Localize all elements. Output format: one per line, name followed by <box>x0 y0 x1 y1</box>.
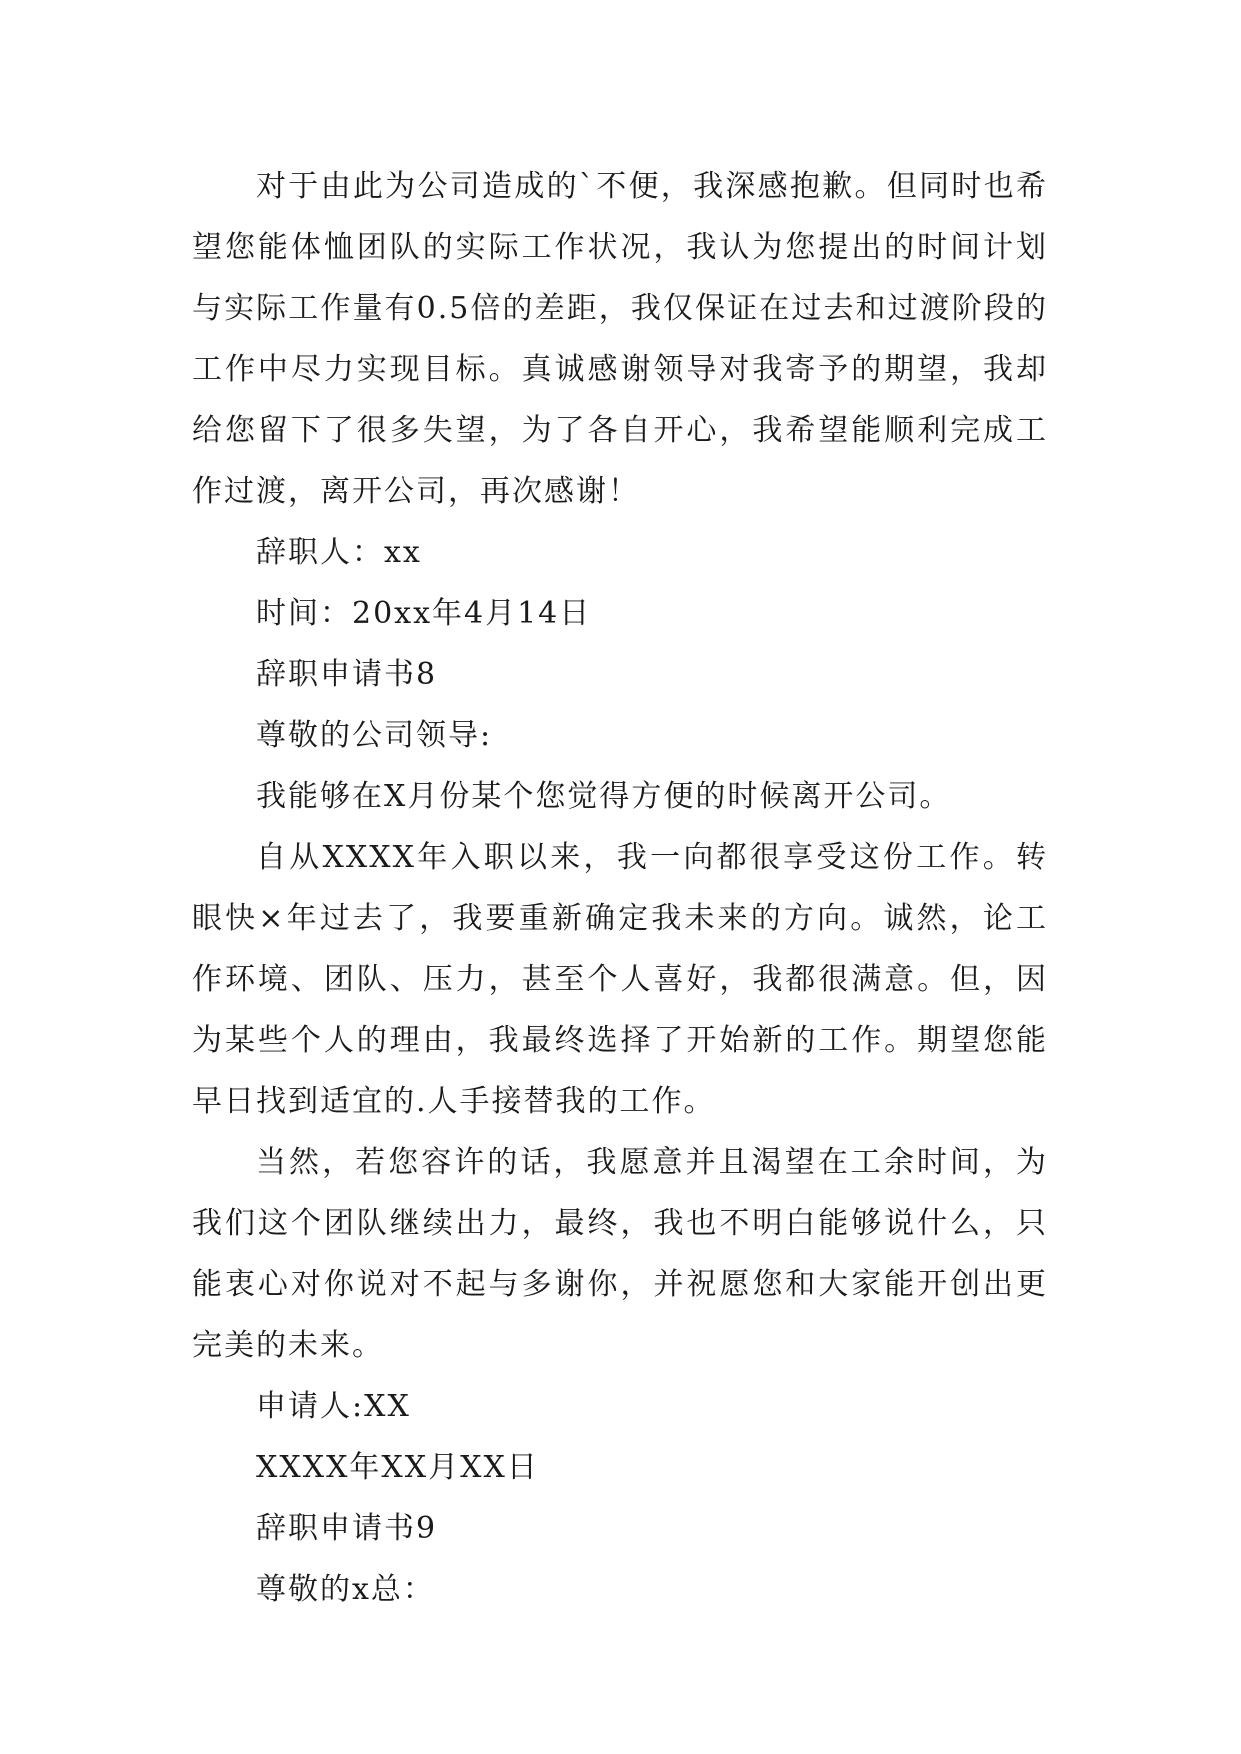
section-title: 辞职申请书9 <box>256 1511 438 1546</box>
salutation: 尊敬的公司领导: <box>256 718 493 753</box>
paragraph-apology: 对于由此为公司造成的`不便，我深感抱歉。但同时也希望您能体恤团队的实际工作状况，我认为您提出的时间计划与实际工作量有0.5倍的差距，我仅保证在过去和过渡阶段的工作中尽力实现目标。真诚感谢领导对我寄予的期望，我却给您留下了很多失望，为了各自开心，我希望能顺利完成工作过渡，离开公司，再次感谢！ <box>192 169 1048 509</box>
signature-resigner: 辞职人：xx <box>256 535 422 570</box>
signature-applicant: 申请人:XX <box>256 1389 411 1424</box>
signature-date: 时间：20xx年4月14日 <box>256 596 592 631</box>
section-title: 辞职申请书8 <box>256 657 438 692</box>
paragraph-closing: 当然，若您容许的话，我愿意并且渴望在工余时间，为我们这个团队继续出力，最终，我也不明白能够说什么，只能衷心对你说对不起与多谢你，并祝愿您和大家能开创出更完美的未来。 <box>192 1145 1048 1363</box>
document-body <box>192 156 1048 1620</box>
salutation: 尊敬的x总： <box>256 1572 435 1607</box>
signature-date: XXXX年XX月XX日 <box>256 1450 539 1485</box>
paragraph-leave-date: 我能够在X月份某个您觉得方便的时候离开公司。 <box>256 779 952 814</box>
paragraph-reason: 自从XXXX年入职以来，我一向都很享受这份工作。转眼快×年过去了，我要重新确定我未来的方向。诚然，论工作环境、团队、压力，甚至个人喜好，我都很满意。但，因为某些个人的理由，我最终选择了开始新的工作。期望您能早日找到适宜的.人手接替我的工作。 <box>192 840 1048 1119</box>
